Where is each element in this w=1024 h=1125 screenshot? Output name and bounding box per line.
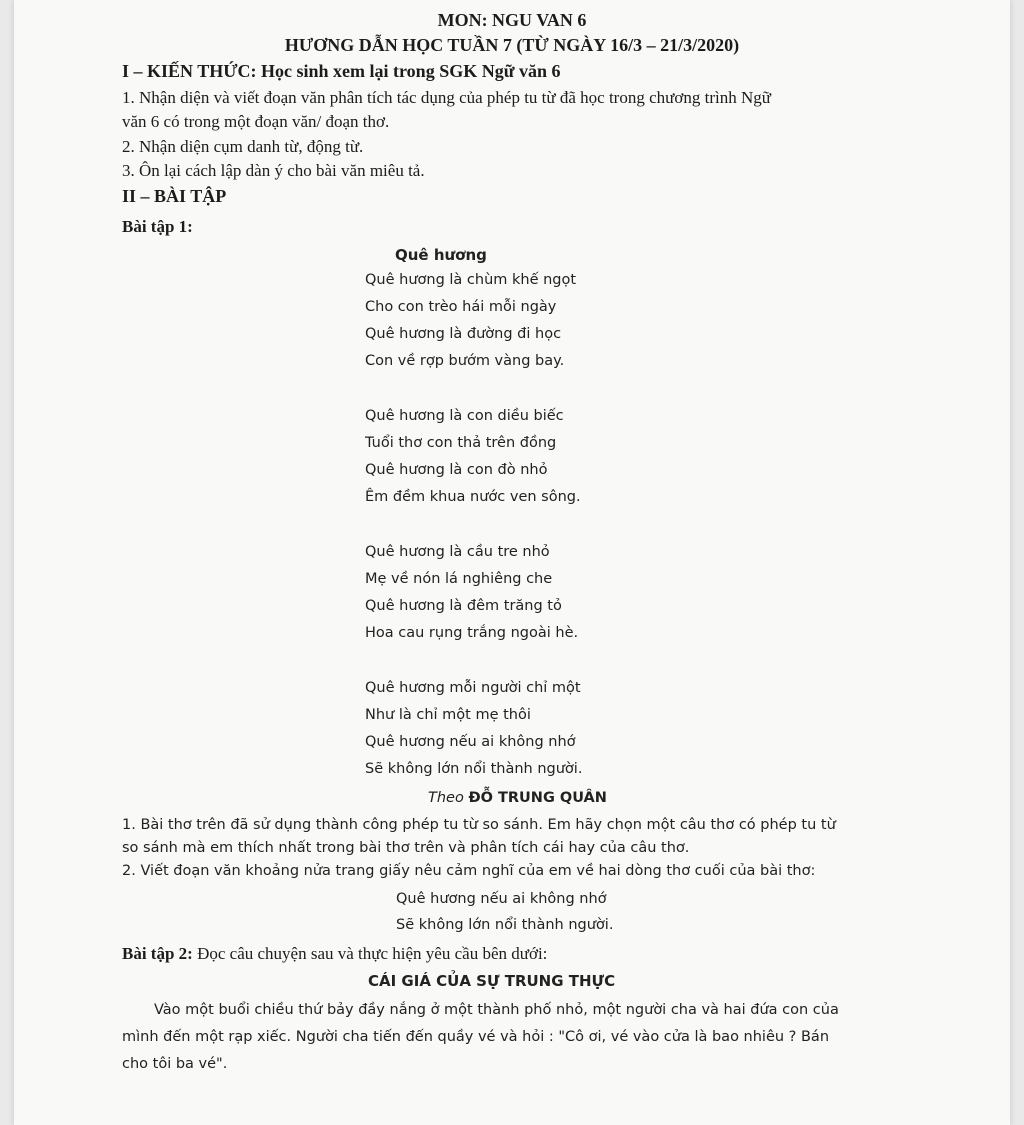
section1-item3: 3. Ôn lại cách lập dàn ý cho bài văn miêu tả. xyxy=(122,161,425,180)
task2: 2. Viết đoạn văn khoảng nửa trang giấy nêu cảm nghĩ của em về hai dòng thơ cuối của bài thơ: xyxy=(122,863,816,879)
poem-title: Quê hương xyxy=(395,246,487,264)
poem-line: Con về rợp bướm vàng bay. xyxy=(365,353,565,369)
exercise2-line xyxy=(122,944,547,964)
poem-author: ĐỖ TRUNG QUÂN xyxy=(468,790,607,806)
quote-line: Quê hương nếu ai không nhớ xyxy=(396,891,607,907)
poem-line: Tuổi thơ con thả trên đồng xyxy=(365,435,557,451)
attribution-prefix: Theo xyxy=(428,790,464,806)
exercise1-label: Bài tập 1: xyxy=(122,217,193,236)
story-paragraph-line3: cho tôi ba vé". xyxy=(122,1056,228,1072)
exercise2-label: Bài tập 2: xyxy=(122,944,193,963)
section2-heading: II – BÀI TẬP xyxy=(122,186,227,206)
story-title: CÁI GIÁ CỦA SỰ TRUNG THỰC xyxy=(368,972,616,990)
poem-line: Mẹ về nón lá nghiêng che xyxy=(365,571,553,587)
poem-line: Sẽ không lớn nổi thành người. xyxy=(365,761,583,777)
exercise2-instruction: Đọc câu chuyện sau và thực hiện yêu cầu bên dưới: xyxy=(192,944,548,963)
poem-line: Quê hương là đường đi học xyxy=(365,326,562,342)
document-page xyxy=(14,0,1010,1125)
section1-item1-line2: văn 6 có trong một đoạn văn/ đoạn thơ. xyxy=(122,112,390,131)
task1-line2: so sánh mà em thích nhất trong bài thơ trên và phân tích cái hay của câu thơ. xyxy=(122,840,690,856)
section1-item2: 2. Nhận diện cụm danh từ, động từ. xyxy=(122,137,364,156)
poem-line: Như là chỉ một mẹ thôi xyxy=(365,707,531,723)
poem-line: Hoa cau rụng trắng ngoài hè. xyxy=(365,625,579,641)
poem-line: Quê hương nếu ai không nhớ xyxy=(365,734,576,750)
poem-line: Quê hương là con đò nhỏ xyxy=(365,462,548,478)
poem-line: Quê hương là con diều biếc xyxy=(365,408,564,424)
poem-attribution xyxy=(428,790,607,806)
poem-line: Êm đềm khua nước ven sông. xyxy=(365,489,581,505)
poem-line: Quê hương mỗi người chỉ một xyxy=(365,680,581,696)
section1-heading: I – KIẾN THỨC: Học sinh xem lại trong SGK Ngữ văn 6 xyxy=(122,61,561,81)
story-paragraph-line2: mình đến một rạp xiếc. Người cha tiến đến quầy vé và hỏi : "Cô ơi, vé vào cửa là bao nhiêu ? Bán xyxy=(122,1029,830,1045)
poem-line: Quê hương là cầu tre nhỏ xyxy=(365,544,550,560)
document-title: HƯƠNG DẪN HỌC TUẦN 7 (TỪ NGÀY 16/3 – 21/3/2020) xyxy=(284,35,740,55)
section1-item1-line1: 1. Nhận diện và viết đoạn văn phân tích tác dụng của phép tu từ đã học trong chương trình Ngữ xyxy=(122,88,771,107)
poem-line: Cho con trèo hái mỗi ngày xyxy=(365,299,557,315)
poem-line: Quê hương là chùm khế ngọt xyxy=(365,272,577,288)
quote-line: Sẽ không lớn nổi thành người. xyxy=(396,917,614,933)
poem-line: Quê hương là đêm trăng tỏ xyxy=(365,598,562,614)
story-paragraph-line1: Vào một buổi chiều thứ bảy đầy nắng ở một thành phố nhỏ, một người cha và hai đứa con của xyxy=(154,1002,839,1018)
task1-line1: 1. Bài thơ trên đã sử dụng thành công phép tu từ so sánh. Em hãy chọn một câu thơ có phép tu từ xyxy=(122,817,836,833)
subject-heading: MON: NGU VAN 6 xyxy=(437,10,587,30)
